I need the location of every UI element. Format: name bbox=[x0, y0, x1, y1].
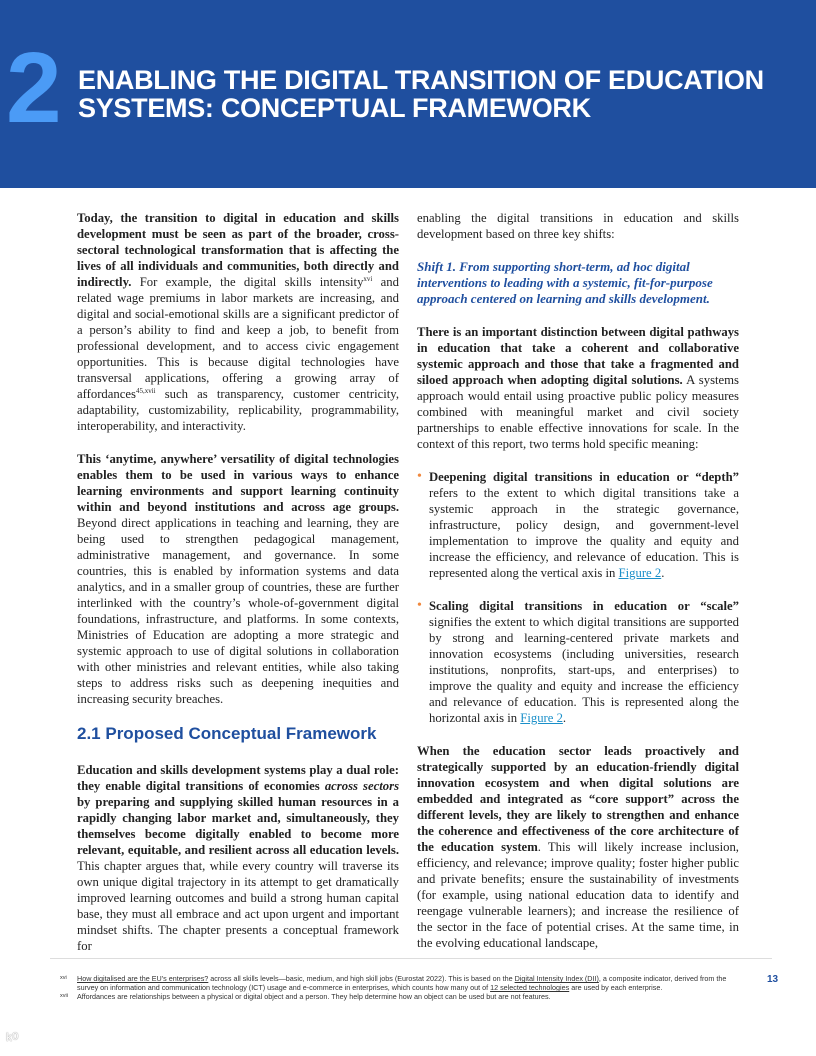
paragraph bbox=[417, 210, 739, 242]
chapter-title-line: SYSTEMS: CONCEPTUAL FRAMEWORK bbox=[78, 93, 591, 123]
chapter-header bbox=[0, 0, 816, 188]
shift-heading bbox=[417, 259, 739, 307]
text-run: . This will likely increase inclusion, efficiency, and relevance; improve quality; foster higher public and private benefits; ensure the sustainability of investments (for example, using national education data to identify and reengage vulnerable learners); and increase the resilience of the sector in the face of potential crises. At the same time, in the evolving educational landscape, bbox=[417, 840, 739, 950]
paragraph bbox=[417, 743, 739, 951]
text-run: are used by each enterprise. bbox=[569, 983, 663, 992]
text-run: across all skills levels—basic, medium, and high skill jobs (Eurostat 2022). This is based on the bbox=[208, 974, 515, 983]
bullet-icon: • bbox=[417, 598, 422, 613]
footnote-ref: xvi bbox=[363, 274, 373, 283]
bullet-list bbox=[417, 598, 739, 726]
bullet-list bbox=[417, 469, 739, 581]
figure-link[interactable]: Figure 2 bbox=[520, 711, 563, 725]
emphasis-run: Today, the transition to digital in education and skills development must be seen as part of the broader, cross-sectoral technological transformation that is affecting the lives of all individuals and communities, both directly and indirectly. bbox=[77, 211, 399, 289]
emphasis-run: There is an important distinction between digital pathways in education that take a coherent and collaborative systemic approach and those that take a fragmented and siloed approach when adopting digital solutions. bbox=[417, 325, 739, 387]
emphasis-run: This ‘anytime, anywhere’ versatility of digital technologies enables them to be used in various ways to enhance learning environments and support learning continuity within and beyond institutions and across age groups. bbox=[77, 452, 399, 514]
text-run: , a composite indicator, derived from the survey on information and communication technology (ICT) usage and e-commerce in enterprises, which counts how many out of bbox=[77, 974, 727, 992]
footnote bbox=[60, 974, 740, 992]
bullet-icon: • bbox=[417, 469, 422, 484]
paragraph bbox=[417, 324, 739, 452]
text-run: This chapter argues that, while every country will traverse its own unique digital trajectory in its attempt to get dramatically improved learning outcomes and build a strong human capital base, they must all embrace and act upon urgent and important mindset shifts. The chapter presents a conceptual framework for bbox=[77, 859, 399, 953]
footnote-link[interactable]: How digitalised are the EU’s enterprises? bbox=[77, 974, 209, 983]
footnote-marker: xvii bbox=[60, 993, 68, 999]
text-run: 2.1 Proposed Conceptual Framework bbox=[77, 724, 377, 743]
footnote-ref: 45,xvii bbox=[135, 386, 156, 395]
paragraph bbox=[77, 451, 399, 707]
text-run: Affordances are relationships between a physical or digital object and a person. They help determine how an object can be used but are not features. bbox=[77, 992, 551, 1001]
footnotes bbox=[60, 974, 740, 1001]
emphasis-run: by preparing and supplying skilled human resources in a rapidly changing labor market and, simultaneously, they themselves become digitally enabled to become more relevant, equitable, and resilient across all education levels. bbox=[77, 795, 399, 857]
text-run: enabling the digital transitions in education and skills development based on three key shifts: bbox=[417, 211, 739, 241]
text-run: For example, the digital skills intensity bbox=[131, 275, 364, 289]
list-item bbox=[417, 598, 739, 726]
text-run: Shift 1. From supporting short-term, ad hoc digital interventions to leading with a systemic, fit-for-purpose approach centered on learning and skills development. bbox=[417, 259, 713, 306]
page-number: 13 bbox=[767, 974, 779, 985]
figure-link[interactable]: Figure 2 bbox=[618, 566, 662, 580]
watermark-logo: ᵏ⁰ bbox=[6, 1030, 19, 1049]
text-run: . bbox=[562, 711, 567, 725]
chapter-title-line: ENABLING THE DIGITAL TRANSITION OF EDUCATION bbox=[78, 65, 764, 95]
text-run: refers to the extent to which digital transitions take a systemic approach in the strategic governance, infrastructure, policy design, and government-level implementation to improve the quality and equity and increase the efficiency, and relevance of education. This is represented along the vertical axis in bbox=[429, 486, 739, 580]
list-item bbox=[417, 469, 739, 581]
text-run: and related wage premiums in labor markets are increasing, and digital and social-emotional skills are a significant predictor of a person’s ability to find and keep a job, to benefit from professional development, and to access civic engagement opportunities. This is because digital technologies have transversal applications, offering a growing array of affordances bbox=[77, 275, 399, 401]
paragraph bbox=[77, 762, 399, 954]
text-run: such as transparency, customer centricity, adaptability, customizability, replicability, programmability, interoperability, and interactivity. bbox=[77, 387, 399, 433]
footnote-divider bbox=[50, 958, 772, 959]
chapter-number: 2 bbox=[6, 32, 58, 144]
section-heading bbox=[77, 724, 399, 744]
footnote bbox=[60, 992, 740, 1001]
emphasis-run: Deepening digital transitions in education or “depth” bbox=[429, 470, 739, 484]
text-run: A systems approach would entail using proactive public policy measures combined with meaningful market and civil society partnerships to enable effective innovations for scale. In the context of this report, two terms hold specific meaning: bbox=[417, 373, 739, 451]
text-run: signifies the extent to which digital transitions are supported by strong and learning-centered private markets and innovation ecosystems (including universities, research institutions, nonprofits, start-ups, and enterprises) to improve the quality and equity and increase the efficiency and relevance of education. This is represented along the horizontal axis in bbox=[429, 615, 739, 725]
footnote-marker: xvi bbox=[60, 975, 67, 981]
paragraph bbox=[77, 210, 399, 434]
emphasis-run: When the education sector leads proactively and strategically supported by an education-friendly digital innovation ecosystem and when digital solutions are embedded and integrated as “core support” across the different levels, they are likely to strengthen and enhance the coherence and effectiveness of the core architecture of the education system bbox=[417, 744, 739, 854]
left-column bbox=[77, 210, 399, 971]
footnote-link[interactable]: Digital Intensity Index (DII) bbox=[514, 974, 599, 983]
chapter-title bbox=[78, 66, 798, 122]
text-run: . bbox=[661, 566, 665, 580]
emphasis-run: Scaling digital transitions in education or “scale” bbox=[429, 599, 739, 613]
emphasis-run: Education and skills development systems play a dual role: they enable digital transitions of economies bbox=[77, 763, 399, 793]
text-run: Beyond direct applications in teaching and learning, they are being used to strengthen pedagogical management, administrative management, and governance. In some countries, this is enabled by information systems and data analytics, and in a smaller group of countries, these are further interlinked with the country’s whole-of-government digital foundations, infrastructure, and platforms. In some contexts, Ministries of Education are adopting a more strategic and systemic approach to use of digital solutions in collaboration with other ministries and relevant entities, while also taking steps to address risks such as deepening inequities and increasing security breaches. bbox=[77, 516, 399, 706]
footnote-link[interactable]: 12 selected technologies bbox=[490, 983, 570, 992]
right-column bbox=[417, 210, 739, 968]
emphasis-run: across sectors bbox=[324, 779, 400, 793]
